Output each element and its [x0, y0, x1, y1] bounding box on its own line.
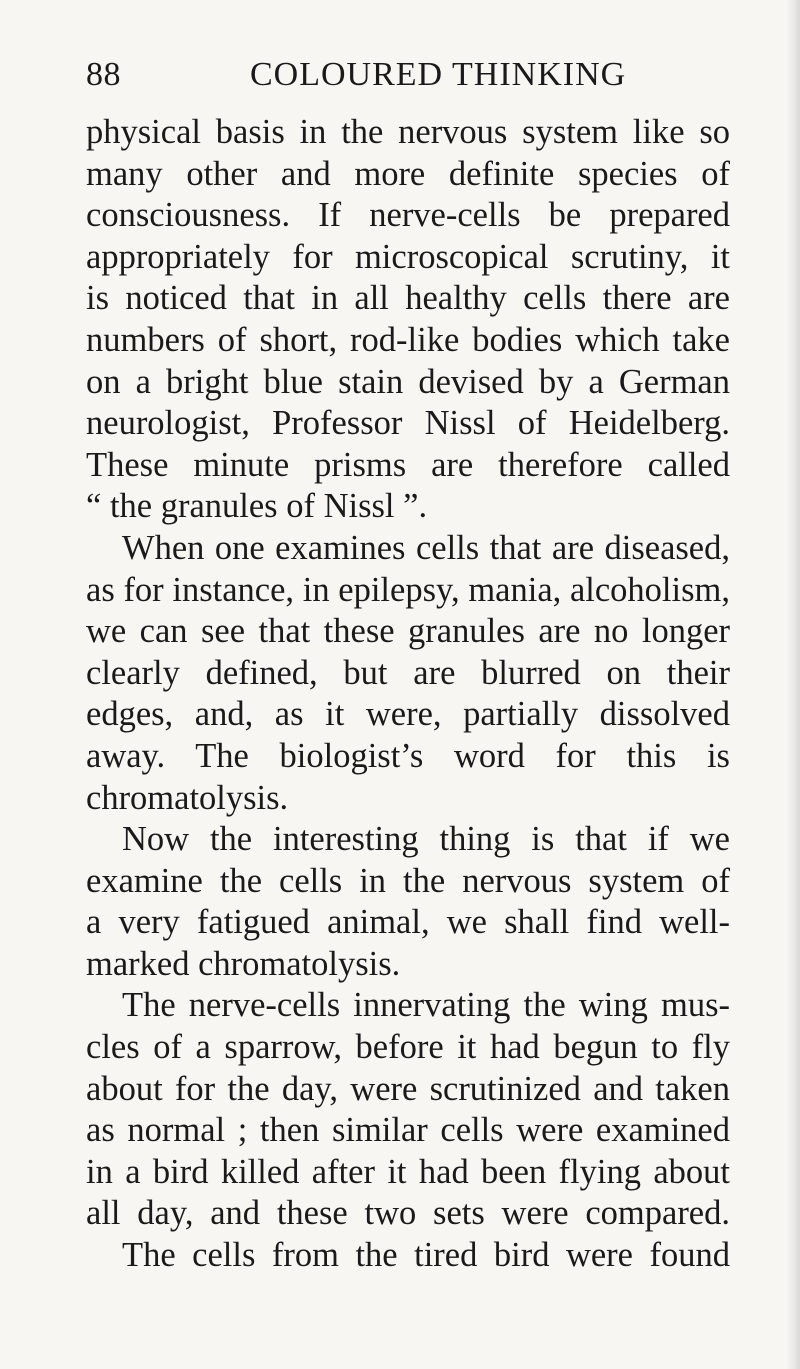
- text-line: consciousness. If nerve-cells be prepared: [86, 196, 730, 235]
- text-line: many other and more definite species of: [86, 154, 730, 193]
- text-line: we can see that these granules are no longer: [86, 612, 730, 651]
- text-line: edges, and, as it were, partially dissolved: [86, 695, 730, 734]
- text-line: examine the cells in the nervous system of: [86, 861, 730, 900]
- running-title: COLOURED THINKING: [250, 56, 627, 93]
- text-line: chromatolysis.: [86, 778, 289, 817]
- text-line: cles of a sparrow, before it had begun to fly: [86, 1028, 730, 1067]
- text-line: numbers of short, rod-like bodies which take: [86, 320, 730, 359]
- text-line: marked chromatolysis.: [86, 944, 401, 983]
- text-line: all day, and these two sets were compared.: [86, 1194, 730, 1233]
- page-header: [86, 56, 726, 106]
- body-text: [86, 112, 730, 1277]
- text-line: away. The biologist’s word for this is: [86, 736, 730, 775]
- text-line: neurologist, Professor Nissl of Heidelberg.: [86, 404, 730, 443]
- page-edge-shadow: [786, 0, 800, 1369]
- text-line: When one examines cells that are diseased,: [122, 528, 730, 567]
- text-line: as normal ; then similar cells were examined: [86, 1111, 730, 1150]
- text-line: These minute prisms are therefore called: [86, 445, 730, 484]
- text-line: appropriately for microscopical scrutiny, it: [86, 237, 730, 276]
- text-line: Now the interesting thing is that if we: [122, 820, 730, 859]
- text-line: a very fatigued animal, we shall find well-: [86, 903, 730, 942]
- text-line: about for the day, were scrutinized and taken: [86, 1069, 730, 1108]
- text-line: on a bright blue stain devised by a German: [86, 362, 730, 401]
- text-line: physical basis in the nervous system like so: [86, 113, 730, 151]
- text-line: The cells from the tired bird were found: [122, 1236, 730, 1275]
- text-line: The nerve-cells innervating the wing mus-: [122, 986, 730, 1025]
- text-line: in a bird killed after it had been flying about: [86, 1152, 730, 1191]
- text-line: as for instance, in epilepsy, mania, alcoholism,: [86, 570, 730, 609]
- text-line: is noticed that in all healthy cells there are: [86, 279, 730, 318]
- text-line: clearly defined, but are blurred on their: [86, 653, 730, 692]
- page-number: 88: [86, 56, 121, 93]
- text-line: “ the granules of Nissl ”.: [86, 487, 428, 526]
